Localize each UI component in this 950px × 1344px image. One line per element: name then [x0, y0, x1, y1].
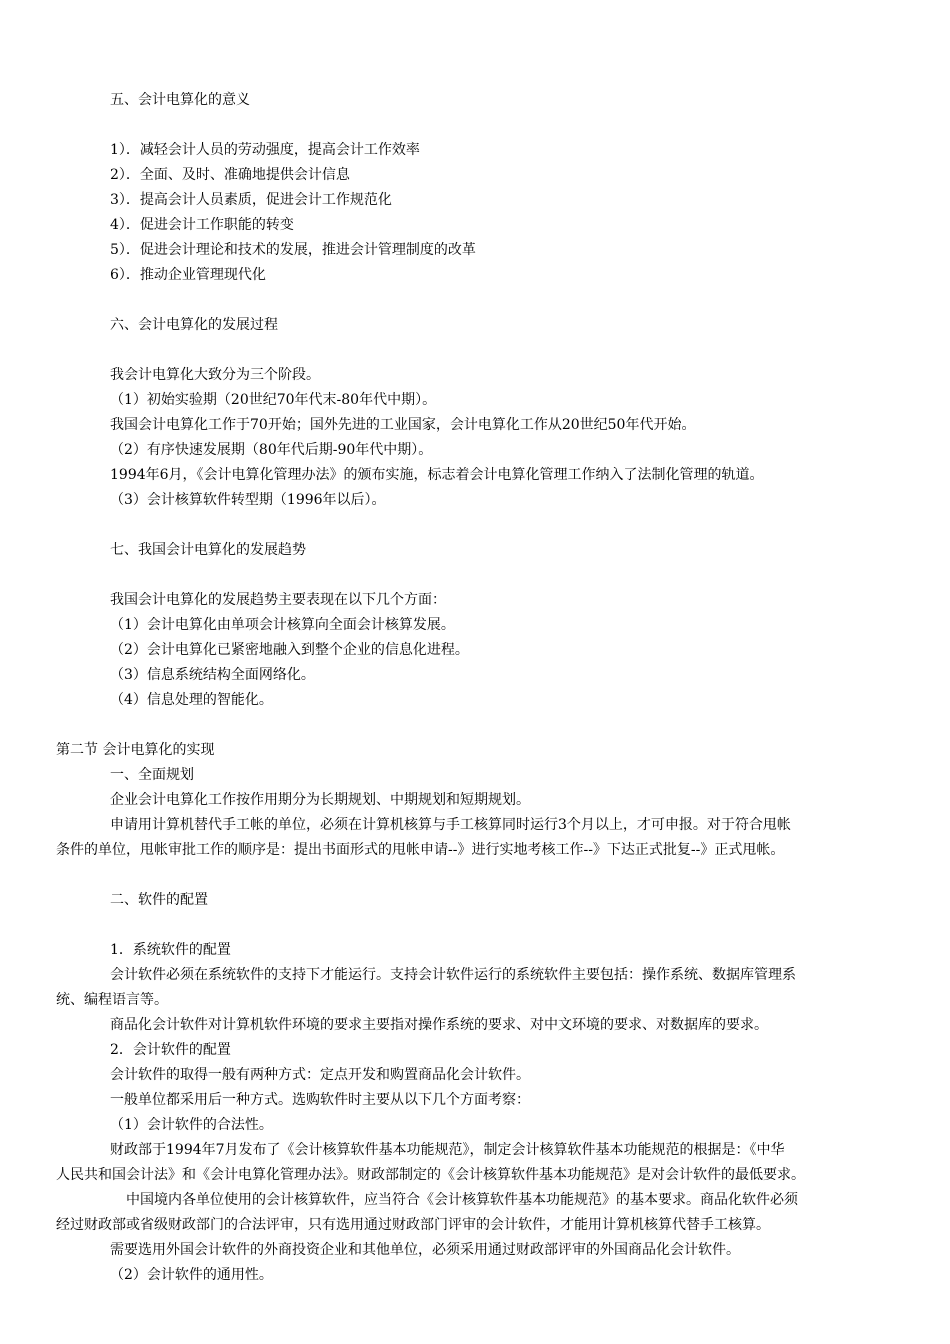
- list-item: 6）．推动企业管理现代化: [110, 267, 266, 283]
- text-line: （3）信息系统结构全面网络化。: [110, 667, 315, 683]
- text-line: 经过财政部或省级财政部门的合法评审，只有选用通过财政部门评审的会计软件，才能用计算机核算代替手工核算。: [56, 1217, 770, 1233]
- section-heading-trends: 七、我国会计电算化的发展趋势: [110, 542, 306, 558]
- list-item: 2）．全面、及时、准确地提供会计信息: [110, 167, 350, 183]
- text-line: （4）信息处理的智能化。: [110, 692, 273, 708]
- text-line: 商品化会计软件对计算机软件环境的要求主要指对操作系统的要求、对中文环境的要求、对数据库的要求。: [110, 1017, 768, 1033]
- text-line: 中国境内各单位使用的会计核算软件，应当符合《会计核算软件基本功能规范》的基本要求。商品化软件必须: [126, 1192, 798, 1208]
- text-line: 财政部于1994年7月发布了《会计核算软件基本功能规范》，制定会计核算软件基本功能规范的根据是：《中华: [110, 1142, 785, 1158]
- text-line: 我国会计电算化的发展趋势主要表现在以下几个方面：: [110, 592, 446, 608]
- list-item: 4）．促进会计工作职能的转变: [110, 217, 294, 233]
- text-line: 条件的单位，甩帐审批工作的顺序是：提出书面形式的甩帐申请--》进行实地考核工作--》下达正式批复--》正式甩帐。: [56, 842, 785, 858]
- text-line: （2）有序快速发展期（80年代后期-90年代中期）。: [110, 442, 433, 458]
- text-line: 我会计电算化大致分为三个阶段。: [110, 367, 320, 383]
- subsection-heading: 一、全面规划: [110, 767, 194, 783]
- section-heading-history: 六、会计电算化的发展过程: [110, 317, 278, 333]
- text-line: （2）会计电算化已紧密地融入到整个企业的信息化进程。: [110, 642, 469, 658]
- list-item: 1）．减轻会计人员的劳动强度，提高会计工作效率: [110, 142, 420, 158]
- text-line: 我国会计电算化工作于70开始；国外先进的工业国家，会计电算化工作从20世纪50年代开始。: [110, 417, 696, 433]
- list-item: （2）会计软件的通用性。: [110, 1267, 273, 1283]
- list-item: 5）．促进会计理论和技术的发展，推进会计管理制度的改革: [110, 242, 476, 258]
- text-line: 人民共和国会计法》和《会计电算化管理办法》。财政部制定的《会计核算软件基本功能规范》是对会计软件的最低要求。: [56, 1167, 805, 1183]
- text-line: 企业会计电算化工作按作用期分为长期规划、中期规划和短期规划。: [110, 792, 530, 808]
- section-heading-significance: 五、会计电算化的意义: [110, 92, 250, 108]
- text-line: 会计软件的取得一般有两种方式：定点开发和购置商品化会计软件。: [110, 1067, 530, 1083]
- text-line: 需要选用外国会计软件的外商投资企业和其他单位，必须采用通过财政部评审的外国商品化会计软件。: [110, 1242, 740, 1258]
- text-line: （1）会计电算化由单项会计核算向全面会计核算发展。: [110, 617, 455, 633]
- subsection-heading: 二、软件的配置: [110, 892, 208, 908]
- text-line: （3）会计核算软件转型期（1996年以后）。: [110, 492, 386, 508]
- text-line: 会计软件必须在系统软件的支持下才能运行。支持会计软件运行的系统软件主要包括：操作系统、数据库管理系: [110, 967, 796, 983]
- text-line: 1994年6月，《会计电算化管理办法》的颁布实施，标志着会计电算化管理工作纳入了法制化管理的轨道。: [110, 467, 764, 483]
- chapter-title: 第二节 会计电算化的实现: [56, 742, 215, 758]
- text-line: 统、编程语言等。: [56, 992, 168, 1008]
- text-line: （1）初始实验期（20世纪70年代末-80年代中期）。: [110, 392, 437, 408]
- subsection-heading: 1．系统软件的配置: [110, 942, 231, 958]
- text-line: 一般单位都采用后一种方式。选购软件时主要从以下几个方面考察：: [110, 1092, 530, 1108]
- list-item: 3）．提高会计人员素质，促进会计工作规范化: [110, 192, 392, 208]
- list-item: （1）会计软件的合法性。: [110, 1117, 273, 1133]
- subsection-heading: 2．会计软件的配置: [110, 1042, 231, 1058]
- text-line: 申请用计算机替代手工帐的单位，必须在计算机核算与手工核算同时运行3个月以上，才可申报。对于符合甩帐: [110, 817, 791, 833]
